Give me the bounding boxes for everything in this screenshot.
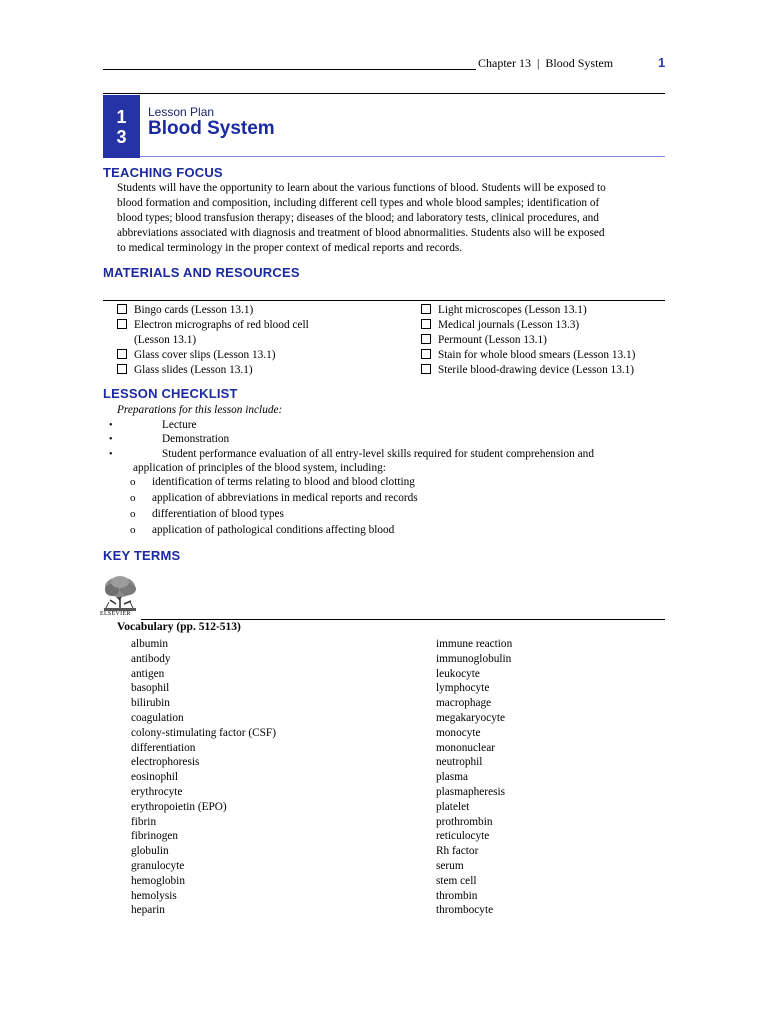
checklist-bullet [109,432,113,447]
vocabulary-term: plasma [436,771,468,784]
material-item: Sterile blood-drawing device (Lesson 13.1) [421,363,635,378]
vocabulary-term: fibrinogen [131,830,179,843]
checklist-item-continuation: application of principles of the blood system, including: [133,462,386,474]
checkbox-icon [421,349,431,359]
chapter-number-digit-2: 3 [116,126,127,147]
section-label: Blood System [545,56,614,70]
teaching-focus-line: blood formation and composition, including different cell types and whole blood samples; identification of [117,197,600,209]
vocabulary-term: erythropoietin (EPO) [131,800,227,813]
vocabulary-term: platelet [436,800,470,813]
vocabulary-term: basophil [131,682,170,695]
teaching-focus-paragraph [117,181,667,256]
checklist-subitem [130,491,136,506]
material-item: Glass slides (Lesson 13.1) [117,363,309,378]
materials-left-column [117,303,309,378]
teaching-focus-line: blood types; blood transfusion therapy; diseases of the blood; and laboratory tests, clinical procedures, and [117,212,599,224]
vocabulary-term: antibody [131,652,171,665]
checkbox-icon [117,319,127,329]
checkbox-icon [421,304,431,314]
vocabulary-term: colony-stimulating factor (CSF) [131,726,276,739]
teaching-focus-line: abbreviations associated with diagnosis and treatment of blood abnormalities. Students also will be exposed [117,227,605,239]
vocabulary-term: fibrin [131,815,157,828]
vocabulary-term: Rh factor [436,845,479,858]
material-item-continuation: (Lesson 13.1) [134,334,197,346]
elsevier-wordmark: ELSEVIER [100,611,131,617]
vocabulary-term: thrombin [436,889,478,902]
checklist-bullet [109,447,113,462]
vocabulary-term: heparin [131,904,165,917]
materials-rule [103,300,665,301]
page-number: 1 [658,55,666,70]
vocabulary-term: electrophoresis [131,756,200,769]
material-item: Bingo cards (Lesson 13.1) [117,303,309,318]
vocabulary-rule [141,619,665,620]
vocabulary-term: thrombocyte [436,904,494,917]
vocabulary-term: immune reaction [436,638,513,650]
checklist-subitem-text: application of pathological conditions affecting blood [152,524,395,536]
teaching-focus-heading: TEACHING FOCUS [103,165,223,180]
checklist-bullet [109,418,113,433]
material-item: Light microscopes (Lesson 13.1) [421,303,635,318]
sub-bullet-icon: o [130,524,136,536]
vocabulary-term: mononuclear [436,741,495,754]
checklist-subitem-text: differentiation of blood types [152,508,284,520]
materials-right-column [421,303,635,378]
vocabulary-term: reticulocyte [436,830,490,843]
title-bottom-rule [140,156,665,157]
checklist-subitem [130,475,136,490]
material-item: Electron micrographs of red blood cell [117,318,309,333]
checkbox-icon [117,349,127,359]
checkbox-icon [421,319,431,329]
material-item: Medical journals (Lesson 13.3) [421,318,635,333]
checkbox-icon [421,334,431,344]
teaching-focus-line: Students will have the opportunity to learn about the various functions of blood. Students will be exposed to [117,182,606,194]
key-terms-heading: KEY TERMS [103,548,181,563]
vocabulary-term: lymphocyte [436,682,490,695]
vocabulary-term: prothrombin [436,815,493,828]
header-rule [103,69,476,70]
vocabulary-term: immunoglobulin [436,652,512,665]
checklist-subitem [130,507,136,522]
vocabulary-term: hemoglobin [131,874,185,887]
vocabulary-term: stem cell [436,874,477,887]
vocabulary-term: macrophage [436,697,492,710]
checklist-item: Lecture [162,419,197,431]
vocabulary-term: coagulation [131,711,184,724]
vocabulary-term: neutrophil [436,756,483,769]
vocabulary-term: bilirubin [131,697,170,710]
material-item: Glass cover slips (Lesson 13.1) [117,348,309,363]
vocabulary-term: granulocyte [131,859,185,872]
bullet-icon: • [109,420,113,431]
material-item: Permount (Lesson 13.1) [421,333,635,348]
sub-bullet-icon: o [130,476,136,488]
checkbox-icon [421,364,431,374]
bullet-icon: • [109,449,113,460]
vocabulary-heading: Vocabulary (pp. 512-513) [117,621,241,633]
lesson-checklist-heading: LESSON CHECKLIST [103,386,238,401]
vocabulary-term: hemolysis [131,889,177,902]
vocabulary-term: eosinophil [131,771,179,784]
bullet-icon: • [109,434,113,445]
vocabulary-term: globulin [131,845,169,858]
vocabulary-term: plasmapheresis [436,785,506,798]
vocabulary-term: megakaryocyte [436,711,506,724]
vocabulary-term: antigen [131,667,165,680]
material-item: Stain for whole blood smears (Lesson 13.1) [421,348,635,363]
checkbox-icon [117,364,127,374]
lesson-plan-label: Lesson Plan [148,105,215,119]
vocabulary-term: monocyte [436,726,481,739]
header-separator: | [537,56,540,70]
checklist-item: Student performance evaluation of all entry-level skills required for student comprehension and [162,448,594,460]
chapter-number-box [103,95,140,158]
vocabulary-term: albumin [131,638,169,650]
sub-bullet-icon: o [130,492,136,504]
vocabulary-term: leukocyte [436,667,480,680]
vocabulary-right-column [436,637,512,918]
materials-heading: MATERIALS AND RESOURCES [103,265,300,280]
checklist-subitem [130,523,136,538]
checklist-subitem-text: application of abbreviations in medical reports and records [152,492,418,504]
checklist-subitem-text: identification of terms relating to blood and blood clotting [152,476,415,488]
checklist-item: Demonstration [162,433,230,445]
chapter-label: Chapter 13 [478,56,531,70]
vocabulary-term: differentiation [131,741,196,754]
running-header [478,56,613,71]
vocabulary-left-column [131,637,276,918]
vocabulary-term: serum [436,859,464,872]
teaching-focus-line: to medical terminology in the proper context of medical reports and records. [117,242,463,254]
chapter-number-digit-1: 1 [116,106,127,127]
checklist-intro: Preparations for this lesson include: [117,404,283,416]
title-top-rule [103,93,665,94]
checkbox-icon [117,304,127,314]
lesson-title: Blood System [148,118,275,139]
sub-bullet-icon: o [130,508,136,520]
vocabulary-term: erythrocyte [131,785,183,798]
